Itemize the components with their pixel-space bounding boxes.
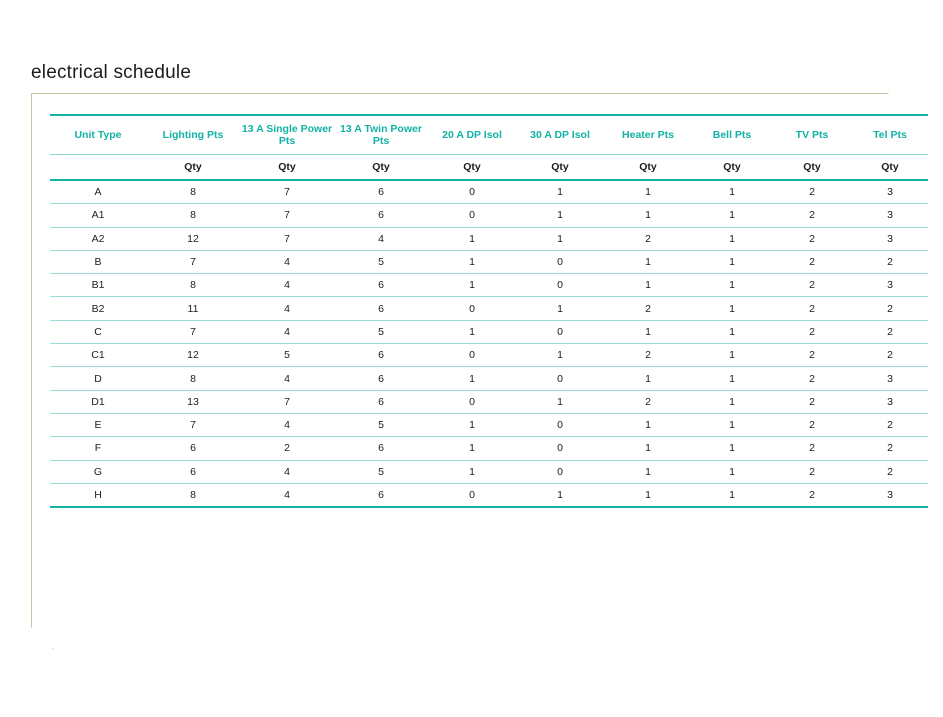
cell-qty: 2 bbox=[852, 320, 928, 343]
subheader-qty-13a-twin: Qty bbox=[334, 155, 428, 181]
table-row bbox=[50, 390, 928, 413]
cell-qty: 2 bbox=[852, 344, 928, 367]
cell-qty: 2 bbox=[772, 320, 852, 343]
cell-unit-type: H bbox=[50, 483, 146, 507]
cell-qty: 8 bbox=[146, 274, 240, 297]
table-row bbox=[50, 274, 928, 297]
cell-qty: 1 bbox=[516, 390, 604, 413]
cell-qty: 1 bbox=[604, 413, 692, 436]
cell-qty: 1 bbox=[692, 204, 772, 227]
column-header-13a-twin-power-pts: 13 A Twin Power Pts bbox=[334, 115, 428, 155]
cell-qty: 1 bbox=[428, 460, 516, 483]
cell-qty: 7 bbox=[240, 390, 334, 413]
cell-qty: 0 bbox=[428, 297, 516, 320]
cell-qty: 8 bbox=[146, 367, 240, 390]
cell-qty: 1 bbox=[516, 483, 604, 507]
cell-qty: 0 bbox=[516, 274, 604, 297]
cell-qty: 2 bbox=[772, 460, 852, 483]
cell-qty: 1 bbox=[692, 320, 772, 343]
cell-qty: 3 bbox=[852, 483, 928, 507]
cell-qty: 2 bbox=[772, 274, 852, 297]
cell-qty: 1 bbox=[516, 297, 604, 320]
cell-qty: 1 bbox=[604, 250, 692, 273]
cell-qty: 1 bbox=[604, 320, 692, 343]
cell-qty: 4 bbox=[240, 413, 334, 436]
cell-qty: 2 bbox=[852, 460, 928, 483]
cell-unit-type: A bbox=[50, 180, 146, 204]
cell-qty: 2 bbox=[772, 483, 852, 507]
cell-qty: 7 bbox=[146, 413, 240, 436]
cell-qty: 0 bbox=[428, 204, 516, 227]
subheader-qty-bell: Qty bbox=[692, 155, 772, 181]
column-header-lighting-pts: Lighting Pts bbox=[146, 115, 240, 155]
cell-qty: 1 bbox=[604, 274, 692, 297]
cell-qty: 1 bbox=[604, 483, 692, 507]
cell-qty: 4 bbox=[240, 250, 334, 273]
cell-qty: 6 bbox=[146, 437, 240, 460]
cell-qty: 0 bbox=[428, 390, 516, 413]
cell-unit-type: B bbox=[50, 250, 146, 273]
cell-qty: 2 bbox=[852, 437, 928, 460]
table-row bbox=[50, 437, 928, 460]
cell-qty: 4 bbox=[240, 460, 334, 483]
subheader-qty-tel: Qty bbox=[852, 155, 928, 181]
column-header-30a-dp-isol: 30 A DP Isol bbox=[516, 115, 604, 155]
cell-unit-type: A1 bbox=[50, 204, 146, 227]
subheader-qty-30a: Qty bbox=[516, 155, 604, 181]
table-subheader-row bbox=[50, 155, 928, 181]
table-row bbox=[50, 320, 928, 343]
cell-qty: 6 bbox=[334, 344, 428, 367]
cell-qty: 1 bbox=[428, 437, 516, 460]
table-row bbox=[50, 367, 928, 390]
cell-qty: 1 bbox=[692, 437, 772, 460]
cell-unit-type: C1 bbox=[50, 344, 146, 367]
cell-qty: 6 bbox=[334, 204, 428, 227]
cell-qty: 0 bbox=[428, 344, 516, 367]
column-header-tel-pts: Tel Pts bbox=[852, 115, 928, 155]
cell-qty: 2 bbox=[772, 204, 852, 227]
subheader-qty-lighting: Qty bbox=[146, 155, 240, 181]
table-header-row bbox=[50, 115, 928, 155]
cell-qty: 6 bbox=[334, 437, 428, 460]
cell-qty: 1 bbox=[692, 250, 772, 273]
cell-qty: 1 bbox=[692, 413, 772, 436]
cell-qty: 2 bbox=[772, 413, 852, 436]
cell-qty: 7 bbox=[146, 250, 240, 273]
table-row bbox=[50, 297, 928, 320]
cell-qty: 1 bbox=[692, 297, 772, 320]
cell-qty: 1 bbox=[692, 390, 772, 413]
table-row bbox=[50, 204, 928, 227]
cell-qty: 1 bbox=[604, 180, 692, 204]
cell-qty: 2 bbox=[772, 250, 852, 273]
cell-qty: 1 bbox=[428, 413, 516, 436]
cell-qty: 0 bbox=[516, 320, 604, 343]
cell-qty: 2 bbox=[604, 227, 692, 250]
cell-qty: 2 bbox=[240, 437, 334, 460]
column-header-unit-type: Unit Type bbox=[50, 115, 146, 155]
table-row bbox=[50, 250, 928, 273]
cell-qty: 2 bbox=[852, 413, 928, 436]
subheader-qty-13a-single: Qty bbox=[240, 155, 334, 181]
cell-qty: 7 bbox=[240, 227, 334, 250]
cell-qty: 2 bbox=[772, 297, 852, 320]
cell-qty: 3 bbox=[852, 204, 928, 227]
schedule-table-container bbox=[50, 114, 907, 508]
cell-qty: 4 bbox=[240, 297, 334, 320]
cell-qty: 2 bbox=[772, 437, 852, 460]
cell-qty: 7 bbox=[240, 204, 334, 227]
cell-qty: 4 bbox=[334, 227, 428, 250]
cell-qty: 6 bbox=[146, 460, 240, 483]
cell-qty: 1 bbox=[604, 460, 692, 483]
cell-qty: 1 bbox=[428, 367, 516, 390]
table-row bbox=[50, 483, 928, 507]
cell-qty: 1 bbox=[692, 180, 772, 204]
cell-unit-type: E bbox=[50, 413, 146, 436]
cell-unit-type: B1 bbox=[50, 274, 146, 297]
cell-qty: 2 bbox=[604, 390, 692, 413]
cell-qty: 2 bbox=[772, 180, 852, 204]
cell-qty: 2 bbox=[772, 390, 852, 413]
subheader-qty-tv: Qty bbox=[772, 155, 852, 181]
cell-qty: 7 bbox=[240, 180, 334, 204]
cell-qty: 1 bbox=[428, 227, 516, 250]
cell-unit-type: B2 bbox=[50, 297, 146, 320]
cell-unit-type: G bbox=[50, 460, 146, 483]
page-title: electrical schedule bbox=[31, 62, 192, 83]
cell-qty: 2 bbox=[604, 344, 692, 367]
cell-qty: 0 bbox=[516, 437, 604, 460]
cell-qty: 0 bbox=[516, 460, 604, 483]
cell-qty: 0 bbox=[516, 250, 604, 273]
cell-unit-type: D1 bbox=[50, 390, 146, 413]
cell-qty: 1 bbox=[692, 483, 772, 507]
column-header-heater-pts: Heater Pts bbox=[604, 115, 692, 155]
table-row bbox=[50, 460, 928, 483]
subheader-qty-20a: Qty bbox=[428, 155, 516, 181]
cell-qty: 1 bbox=[428, 274, 516, 297]
cell-qty: 1 bbox=[604, 367, 692, 390]
table-row bbox=[50, 227, 928, 250]
cell-qty: 7 bbox=[146, 320, 240, 343]
cell-qty: 5 bbox=[334, 320, 428, 343]
cell-qty: 5 bbox=[334, 250, 428, 273]
cell-qty: 12 bbox=[146, 344, 240, 367]
table-row bbox=[50, 413, 928, 436]
column-header-bell-pts: Bell Pts bbox=[692, 115, 772, 155]
cell-qty: 1 bbox=[692, 460, 772, 483]
column-header-tv-pts: TV Pts bbox=[772, 115, 852, 155]
cell-qty: 1 bbox=[516, 344, 604, 367]
cell-qty: 2 bbox=[772, 367, 852, 390]
cell-qty: 3 bbox=[852, 367, 928, 390]
cell-qty: 1 bbox=[604, 437, 692, 460]
column-header-13a-single-power-pts: 13 A Single Power Pts bbox=[240, 115, 334, 155]
column-header-20a-dp-isol: 20 A DP Isol bbox=[428, 115, 516, 155]
cell-qty: 6 bbox=[334, 483, 428, 507]
cell-qty: 1 bbox=[428, 320, 516, 343]
cell-qty: 2 bbox=[852, 297, 928, 320]
cell-qty: 4 bbox=[240, 274, 334, 297]
cell-qty: 5 bbox=[240, 344, 334, 367]
cell-qty: 6 bbox=[334, 390, 428, 413]
cell-qty: 2 bbox=[852, 250, 928, 273]
cell-qty: 12 bbox=[146, 227, 240, 250]
cell-qty: 4 bbox=[240, 367, 334, 390]
cell-qty: 6 bbox=[334, 274, 428, 297]
cell-qty: 8 bbox=[146, 180, 240, 204]
cell-qty: 3 bbox=[852, 180, 928, 204]
cell-qty: 6 bbox=[334, 180, 428, 204]
cell-qty: 1 bbox=[604, 204, 692, 227]
table-header bbox=[50, 115, 928, 180]
cell-qty: 0 bbox=[428, 483, 516, 507]
cell-qty: 8 bbox=[146, 483, 240, 507]
cell-qty: 1 bbox=[516, 180, 604, 204]
cell-qty: 6 bbox=[334, 367, 428, 390]
cell-qty: 2 bbox=[604, 297, 692, 320]
cell-qty: 1 bbox=[516, 227, 604, 250]
cell-unit-type: A2 bbox=[50, 227, 146, 250]
cell-qty: 5 bbox=[334, 413, 428, 436]
table-body bbox=[50, 180, 928, 507]
electrical-schedule-table bbox=[50, 114, 928, 508]
cell-qty: 1 bbox=[692, 227, 772, 250]
cell-qty: 5 bbox=[334, 460, 428, 483]
cell-qty: 0 bbox=[516, 367, 604, 390]
cell-qty: 1 bbox=[692, 344, 772, 367]
cell-qty: 8 bbox=[146, 204, 240, 227]
cell-qty: 2 bbox=[772, 227, 852, 250]
cell-qty: 2 bbox=[772, 344, 852, 367]
cell-qty: 1 bbox=[692, 367, 772, 390]
cell-unit-type: D bbox=[50, 367, 146, 390]
cell-qty: 0 bbox=[428, 180, 516, 204]
cell-qty: 0 bbox=[516, 413, 604, 436]
cell-qty: 4 bbox=[240, 483, 334, 507]
table-row bbox=[50, 344, 928, 367]
subheader-unit-type bbox=[50, 155, 146, 181]
cell-unit-type: F bbox=[50, 437, 146, 460]
cell-qty: 3 bbox=[852, 274, 928, 297]
cell-qty: 6 bbox=[334, 297, 428, 320]
cell-qty: 13 bbox=[146, 390, 240, 413]
cell-qty: 1 bbox=[692, 274, 772, 297]
cell-unit-type: C bbox=[50, 320, 146, 343]
cell-qty: 11 bbox=[146, 297, 240, 320]
cell-qty: 3 bbox=[852, 227, 928, 250]
subheader-qty-heater: Qty bbox=[604, 155, 692, 181]
cell-qty: 4 bbox=[240, 320, 334, 343]
table-row bbox=[50, 180, 928, 204]
cell-qty: 1 bbox=[428, 250, 516, 273]
cell-qty: 3 bbox=[852, 390, 928, 413]
cell-qty: 1 bbox=[516, 204, 604, 227]
